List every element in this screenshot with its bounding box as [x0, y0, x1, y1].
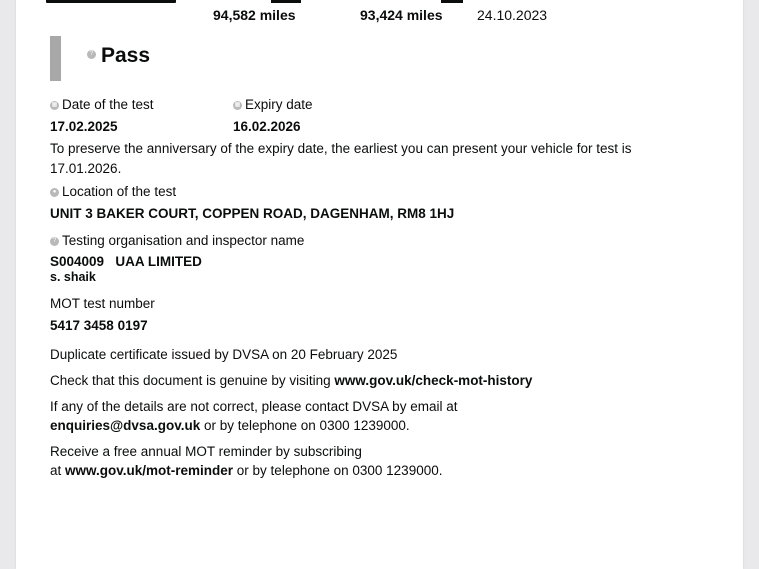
expiry-date-label: ▦ Expiry date: [234, 97, 313, 112]
previous-test-date: 24.10.2023: [477, 7, 548, 23]
contact-email-link[interactable]: enquiries@dvsa.gov.uk: [50, 418, 201, 433]
mot-reminder-link[interactable]: www.gov.uk/mot-reminder: [65, 463, 234, 478]
contact-dvsa-details: [50, 418, 410, 433]
check-mot-history-link[interactable]: www.gov.uk/check-mot-history: [334, 373, 533, 388]
location-icon: ●: [50, 188, 59, 197]
location-label: ● Location of the test: [50, 184, 176, 199]
calendar-icon: ▦: [51, 101, 58, 108]
contact-dvsa-note: If any of the details are not correct, please contact DVSA by email at: [50, 399, 458, 414]
mileage-previous: 93,424 miles: [360, 7, 443, 23]
expiry-date-value: 16.02.2026: [233, 119, 301, 134]
testing-organisation-value: [50, 254, 202, 269]
reminder-prefix: at: [50, 463, 66, 478]
inspector-name: s. shaik: [50, 270, 96, 284]
date-of-test-label: ▦ Date of the test: [51, 97, 154, 112]
mileage-current: 94,582 miles: [213, 7, 296, 23]
check-genuine-text: Check that this document is genuine by visiting: [50, 373, 335, 388]
duplicate-certificate-note: Duplicate certificate issued by DVSA on 20 February 2025: [50, 347, 398, 362]
mot-certificate-sheet: [16, 0, 743, 569]
contact-telephone-text: or by telephone on 0300 1239000.: [200, 418, 410, 433]
info-icon: ?: [50, 237, 59, 246]
info-icon: ?: [87, 50, 96, 59]
clipped-text: [271, 0, 301, 3]
location-value: UNIT 3 BAKER COURT, COPPEN ROAD, DAGENHAM, RM8 1HJ: [50, 206, 455, 221]
organisation-code: S004009: [50, 254, 105, 269]
date-of-test-value: 17.02.2025: [50, 119, 118, 134]
anniversary-note: To preserve the anniversary of the expiry date, the earliest you can present your vehicle for test is: [50, 141, 632, 156]
anniversary-date: 17.01.2026.: [50, 161, 122, 176]
mot-test-number-label: MOT test number: [50, 296, 155, 311]
result-indicator-bar: [50, 36, 61, 81]
check-genuine-note: [50, 373, 532, 388]
organisation-name: UAA LIMITED: [115, 254, 202, 269]
clipped-text: [441, 0, 463, 3]
clipped-heading: [46, 0, 196, 5]
result-status: Pass: [101, 44, 151, 67]
reminder-note: Receive a free annual MOT reminder by subscribing: [50, 444, 362, 459]
mot-test-number-value: 5417 3458 0197: [50, 318, 148, 333]
calendar-icon: ▦: [234, 101, 241, 108]
reminder-telephone-text: or by telephone on 0300 1239000.: [233, 463, 443, 478]
reminder-details: [50, 463, 442, 478]
testing-organisation-label: ? Testing organisation and inspector name: [50, 233, 304, 248]
